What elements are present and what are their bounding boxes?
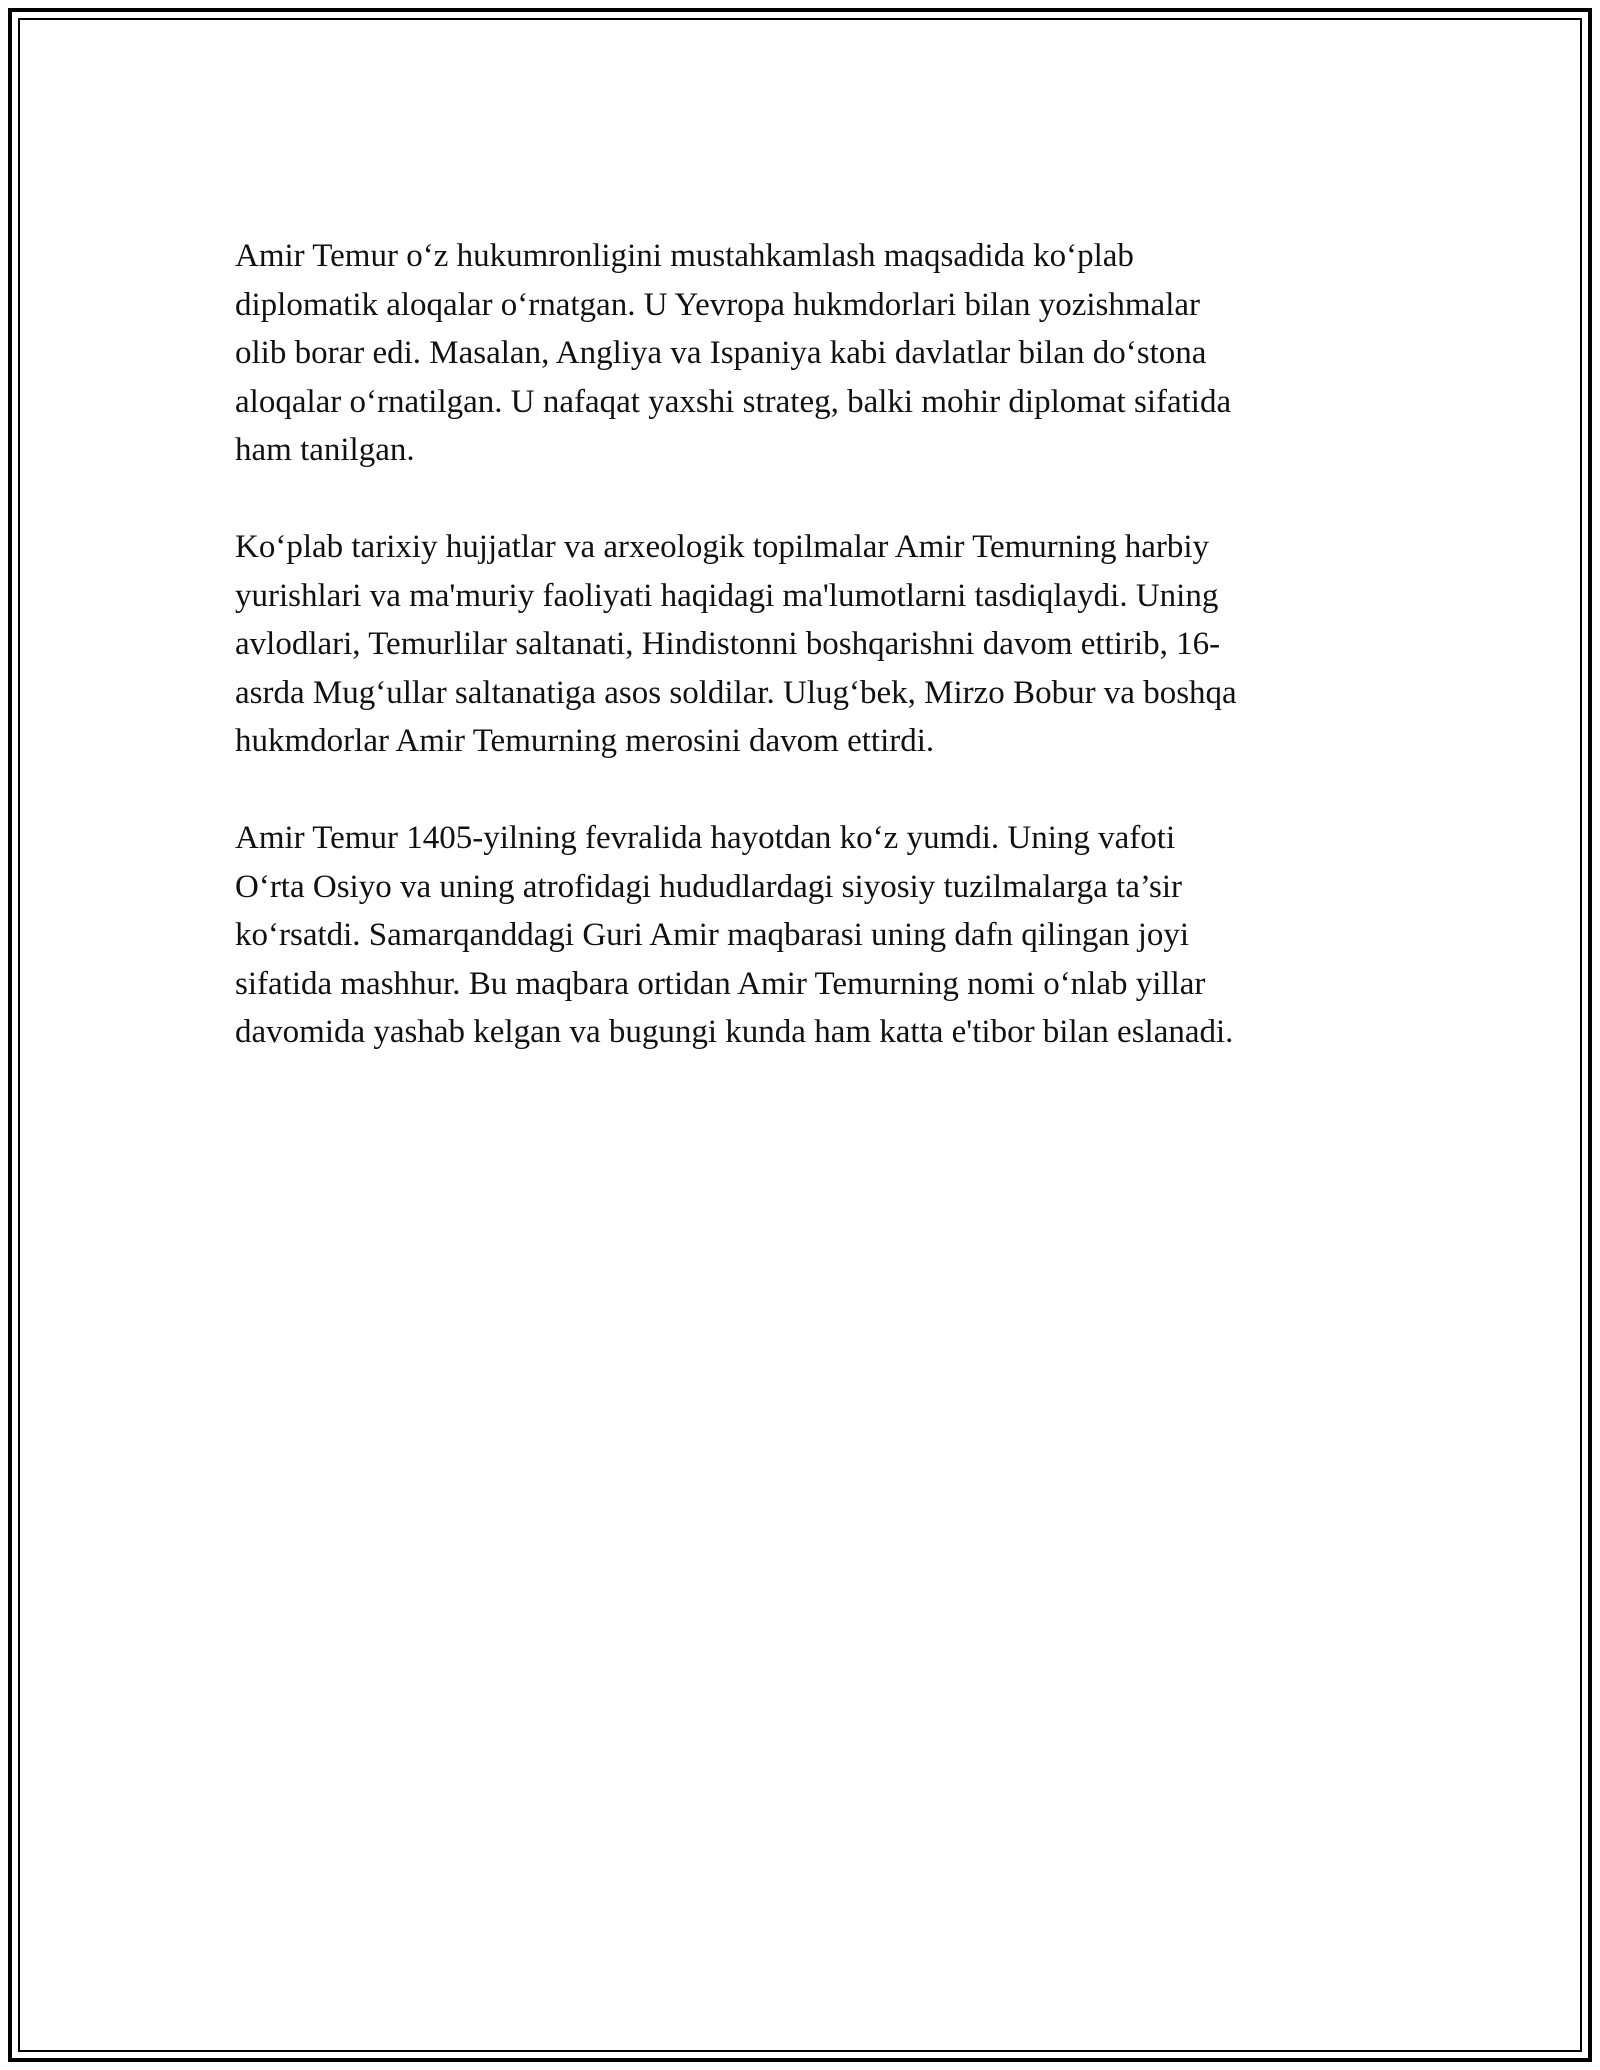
paragraph-legacy: Ko‘plab tarixiy hujjatlar va arxeologik topilmalar Amir Temurning harbiy yurishlari va ma'muriy faoliyati haqidagi ma'lumotlarni tasdiqlaydi. Uning avlodlari, Temurlilar saltanati, Hindistonni boshqarishni davom ettirib, 16- asrda Mug‘ullar saltanatiga asos soldilar. Ulug‘bek, Mirzo Bobur va boshqa hukmdorlar Amir Temurning merosini davom ettirdi. xyxy=(235,529,1237,759)
paragraph-diplomacy: Amir Temur o‘z hukumronligini mustahkamlash maqsadida ko‘plab diplomatik aloqalar o‘rnatgan. U Yevropa hukmdorlari bilan yozishmalar olib borar edi. Masalan, Angliya va Ispaniya kabi davlatlar bilan do‘stona aloqalar o‘rnatilgan. U nafaqat yaxshi strateg, balki mohir diplomat sifatida ham tanilgan. xyxy=(235,238,1232,468)
paragraph-death: Amir Temur 1405-yilning fevralida hayotdan ko‘z yumdi. Uning vafoti O‘rta Osiyo va uning atrofidagi hududlardagi siyosiy tuzilmalarga ta’sir ko‘rsatdi. Samarqanddagi Guri Amir maqbarasi uning dafn qilingan joyi sifatida mashhur. Bu maqbara ortidan Amir Temurning nomi o‘nlab yillar davomida yashab kelgan va bugungi kunda ham katta e'tibor bilan eslanadi. xyxy=(235,820,1234,1050)
document-body xyxy=(235,232,1360,1105)
